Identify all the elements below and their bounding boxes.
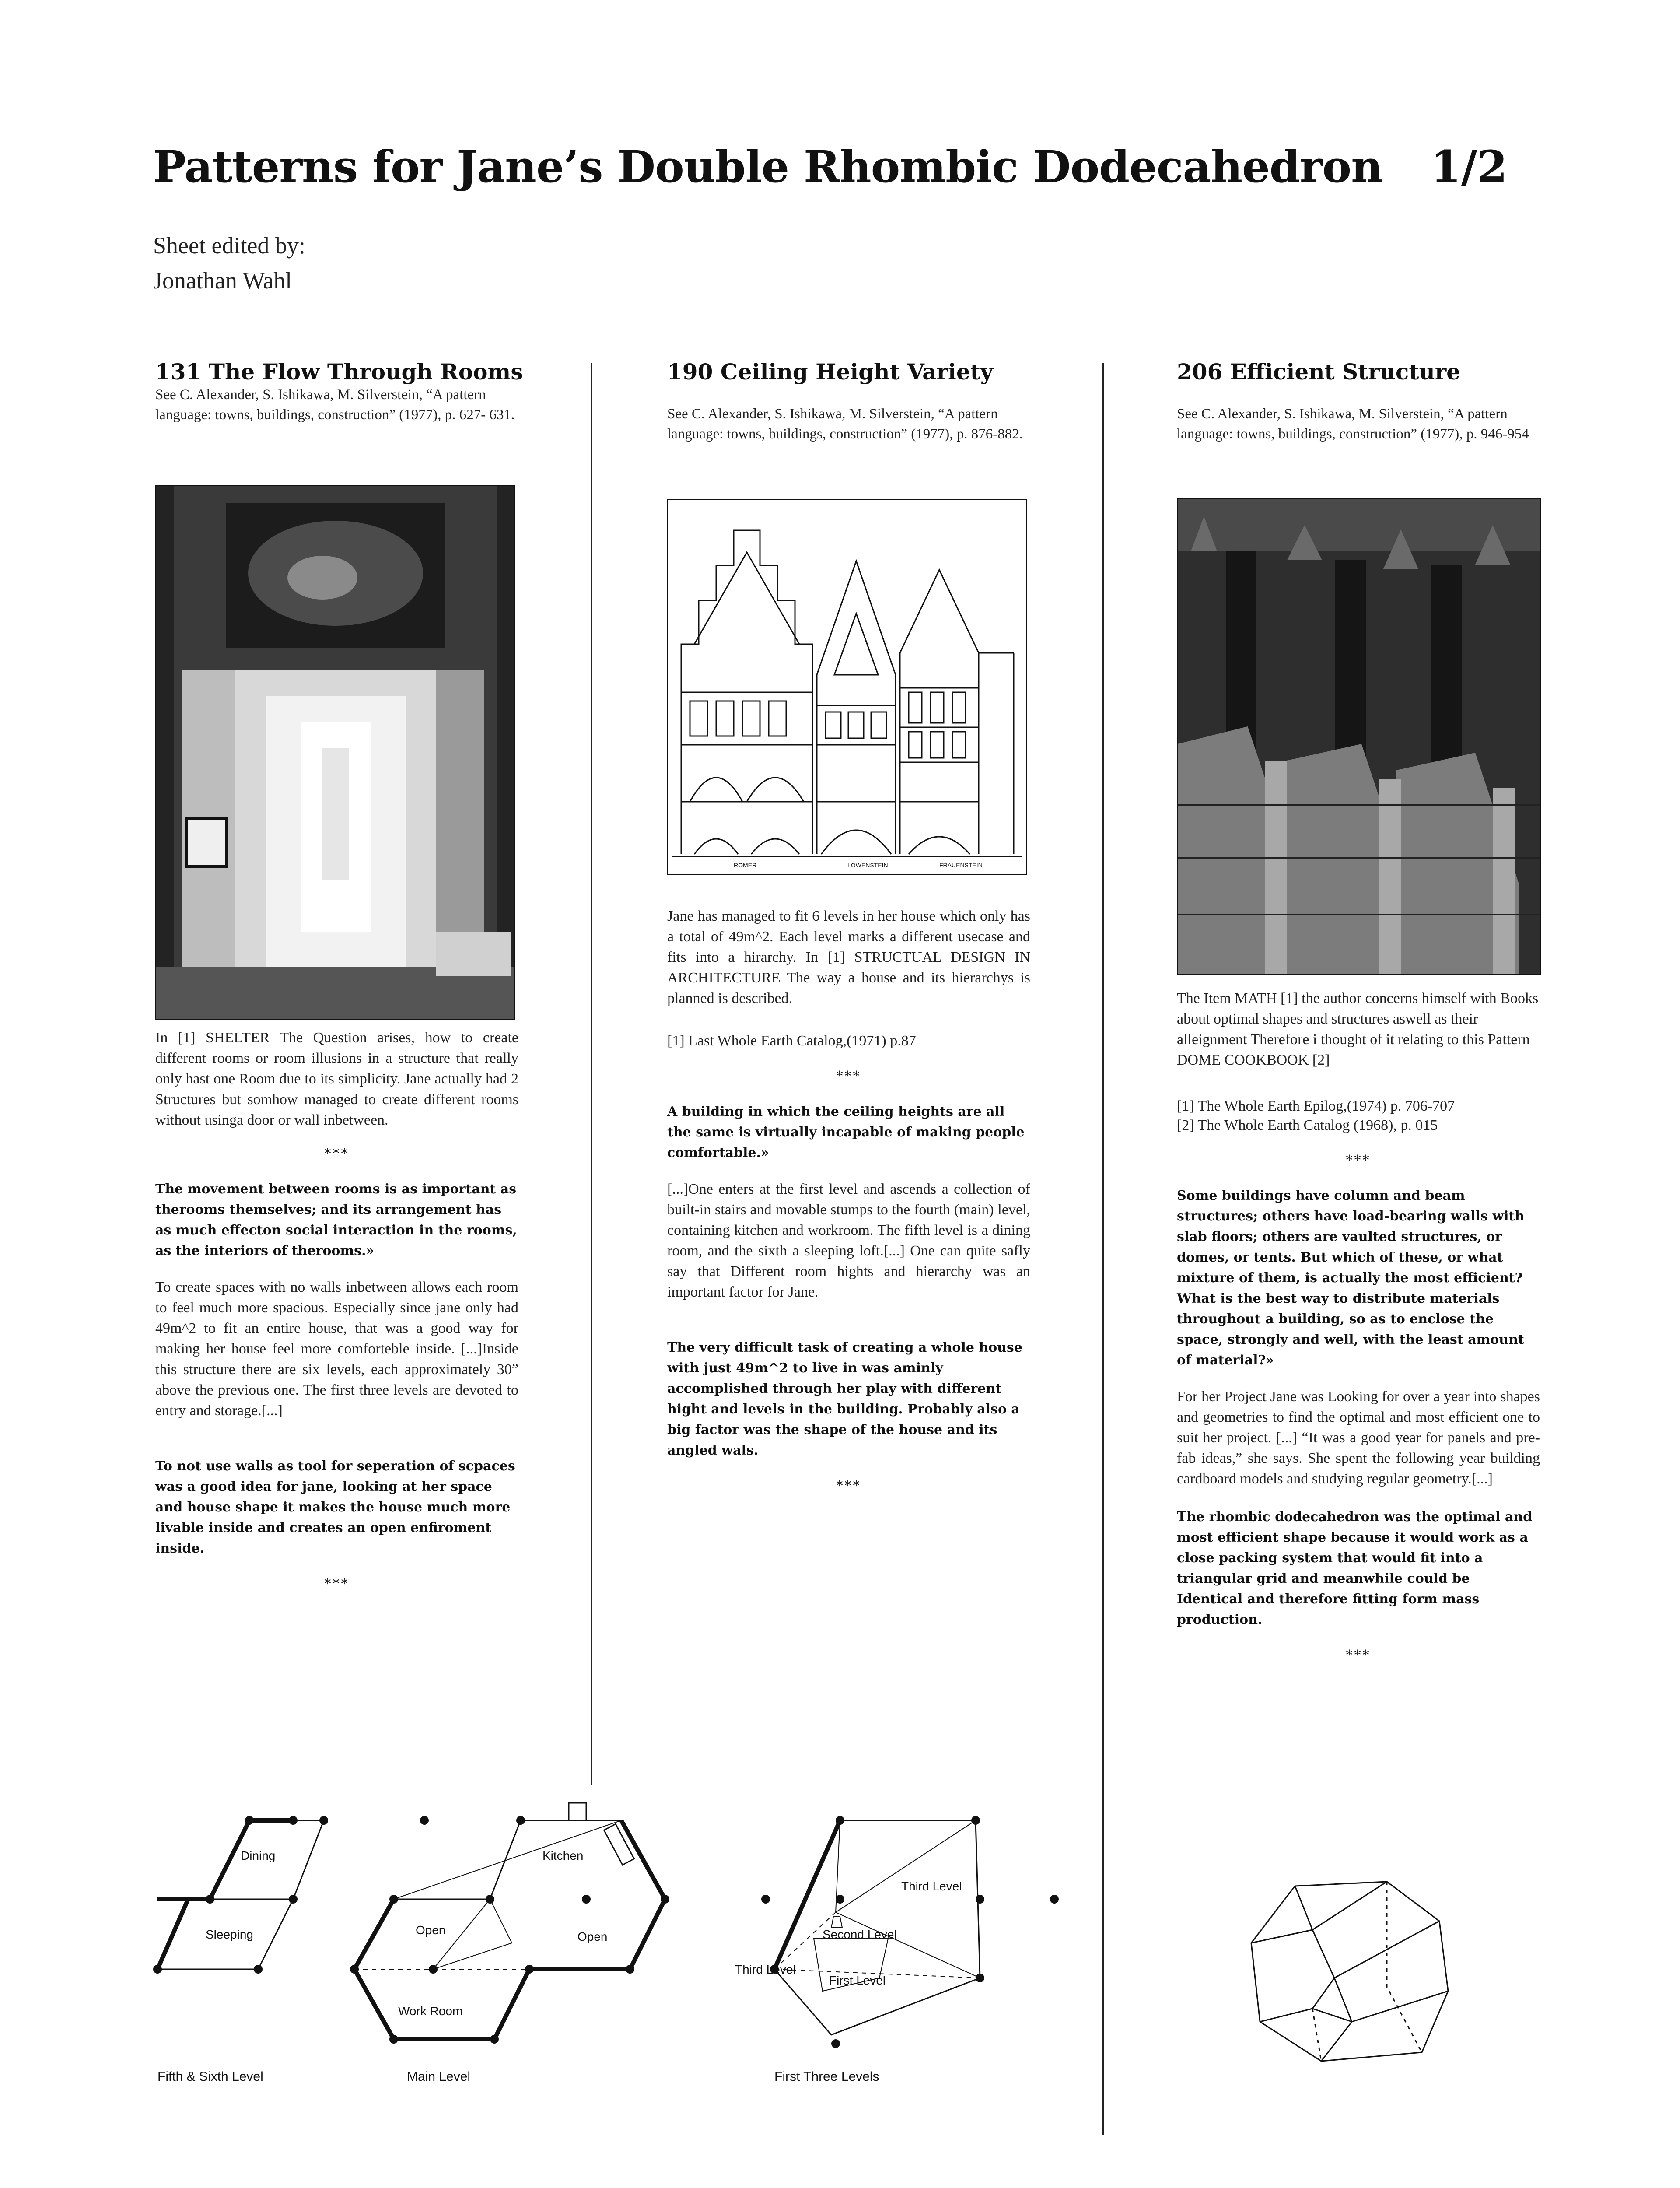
- section-reference: See C. Alexander, S. Ishikawa, M. Silverstein, “A pattern language: towns, buildings, construction” (1977), p. 876-882.: [667, 406, 1023, 442]
- plan-caption: First Three Levels: [774, 2069, 879, 2084]
- section-heading: 206 Efficient Structure: [1177, 359, 1460, 385]
- column-efficient-structure: [1177, 359, 1540, 444]
- body-text: To create spaces with no walls inbetween allows each room to feel much more spacious. Especially since jane only had 49m^2 to fit an entire house, that was a good way for making her house feel more comforteble inside. [...]Inside this structure there are six levels, each approximately 30” above the previous one. The first three levels are devoted to entry and storage.[...]: [155, 1279, 518, 1419]
- column-2-body: [667, 906, 1030, 1494]
- editor-label: Sheet edited by:: [153, 232, 305, 259]
- section-heading: 131 The Flow Through Rooms: [155, 359, 523, 385]
- pattern-quote: A building in which the ceiling heights are all the same is virtually incapable of making people comfortable.»: [667, 1104, 1025, 1161]
- separator-stars: ***: [836, 1069, 861, 1084]
- page-title: Patterns for Jane’s Double Rhombic Dodecahedron: [153, 141, 1382, 193]
- floorplan-diagrams: [144, 1794, 1063, 2100]
- body-text: In [1] SHELTER The Question arises, how to create different rooms or room illusions in a structure that really only hast one Room due to its simplicity. Jane actually had 2 Structures but somhow managed to create different rooms without usinga door or wall inbetween.: [155, 1030, 518, 1128]
- section-reference: See C. Alexander, S. Ishikawa, M. Silverstein, “A pattern language: towns, buildings, construction” (1977), p. 627- 631.: [155, 387, 515, 423]
- separator-stars: ***: [1346, 1648, 1371, 1663]
- column-divider: [591, 363, 592, 1785]
- room-label: Open: [578, 1930, 608, 1943]
- photo-gothic-buttresses-icon: [1178, 499, 1540, 974]
- plan-caption: Main Level: [407, 2069, 471, 2084]
- page-number: 1/2: [1431, 141, 1508, 193]
- body-text: The Item MATH [1] the author concerns himself with Books about optimal shapes and structures aswell as their alleignment Therefore i thought of it relating to this Pattern DOME COOKBOOK [2]: [1177, 990, 1539, 1068]
- photo-doorway-interior-icon: [156, 486, 514, 1019]
- footnote-line: [1] The Whole Earth Epilog,(1974) p. 706-707: [1177, 1098, 1455, 1114]
- level-label: Third Level: [735, 1963, 796, 1976]
- level-label: First Level: [829, 1974, 886, 1987]
- footnotes: [1177, 1097, 1540, 1135]
- room-label: Dining: [241, 1849, 276, 1862]
- level-label: Third Level: [901, 1879, 962, 1893]
- column-1-body: [155, 1027, 518, 1592]
- column-flow-through-rooms: [155, 359, 523, 425]
- room-label: Open: [416, 1923, 446, 1937]
- room-label: Kitchen: [542, 1849, 584, 1862]
- footnote-text: [1] Last Whole Earth Catalog,(1971) p.87: [667, 1033, 916, 1049]
- editor-name: Jonathan Wahl: [153, 267, 292, 294]
- facade-caption: LOWENSTEIN: [847, 862, 888, 869]
- column-3-body: [1177, 988, 1540, 1663]
- doorway-photo: [155, 485, 515, 1020]
- section-reference: See C. Alexander, S. Ishikawa, M. Silverstein, “A pattern language: towns, buildings, construction” (1977), p. 946-954: [1177, 406, 1529, 442]
- section-heading: 190 Ceiling Height Variety: [667, 359, 993, 385]
- separator-stars: ***: [1346, 1153, 1371, 1168]
- body-text: For her Project Jane was Looking for over a year into shapes and geometries to find the optimal and most efficient one to suit her project. [...] “It was a good year for panels and pre-fab ideas,” she says. She spent the following year building cardboard models and studying regular geometry.[...]: [1177, 1389, 1540, 1487]
- room-label: Sleeping: [206, 1928, 253, 1941]
- first-three-levels-plan: [761, 1816, 1059, 2048]
- conclusion-text: The very difficult task of creating a whole house with just 49m^2 to live in was aminly accomplished through her play with different hight and levels in the building. Probably also a big factor was the shape of the house and its angled wals.: [667, 1340, 1022, 1458]
- rhombic-dodecahedron-sketch: [1242, 1877, 1470, 2074]
- conclusion-text: The rhombic dodecahedron was the optimal and most efficient shape because it would work as a close packing system that would fit into a triangular grid and meanwhile could be Identical and therefore fitting form mass production.: [1177, 1509, 1533, 1627]
- pattern-quote: The movement between rooms is as important as therooms themselves; and its arrangement has as much effecton social interaction in the rooms, as the interiors of therooms.»: [155, 1182, 517, 1259]
- conclusion-text: To not use walls as tool for seperation of scpaces was a good idea for jane, looking at her space and house shape it makes the house much more livable inside and creates an open enfiroment inside.: [155, 1459, 515, 1556]
- column-divider: [1102, 363, 1104, 2135]
- facade-caption: FRAUENSTEIN: [939, 862, 983, 869]
- separator-stars: ***: [836, 1478, 861, 1494]
- room-label: Work Room: [398, 2004, 463, 2018]
- body-text: [...]One enters at the first level and ascends a collection of built-in stairs and movable stumps to the fourth (main) level, containing kitchen and workroom. The fifth level is a dining room, and the sixth a sleeping loft.[...] One can quite safly say that Different room hights and hierarchy was an important factor for Jane.: [667, 1181, 1030, 1300]
- fifth-sixth-level-plan: [153, 1816, 328, 1974]
- separator-stars: ***: [324, 1576, 350, 1592]
- facade-caption: ROMER: [734, 862, 757, 869]
- plan-caption: Fifth & Sixth Level: [158, 2069, 263, 2084]
- column-ceiling-height-variety: [667, 359, 1030, 444]
- footnote-line: [2] The Whole Earth Catalog (1968), p. 015: [1177, 1117, 1438, 1133]
- pattern-quote: Some buildings have column and beam structures; others have load-bearing walls with slab floors; others are vaulted structures, or domes, or tents. But which of these, or what mixture of them, is actually the most efficient? What is the best way to distribute materials throughout a building, so as to enclose the space, strongly and well, with the least amount of material?»: [1177, 1188, 1525, 1368]
- gothic-buttresses-photo: [1177, 498, 1541, 975]
- house-facades-drawing: [667, 499, 1027, 875]
- separator-stars: ***: [324, 1146, 350, 1161]
- drawing-house-facades-icon: [668, 500, 1026, 874]
- level-label: Second Level: [822, 1928, 897, 1941]
- body-text: Jane has managed to fit 6 levels in her house which only has a total of 49m^2. Each level marks a different usecase and fits into a hirarchy. In [1] STRUCTUAL DESIGN IN ARCHITECTURE The way a house and its hierarchys is planned is described.: [667, 908, 1030, 1006]
